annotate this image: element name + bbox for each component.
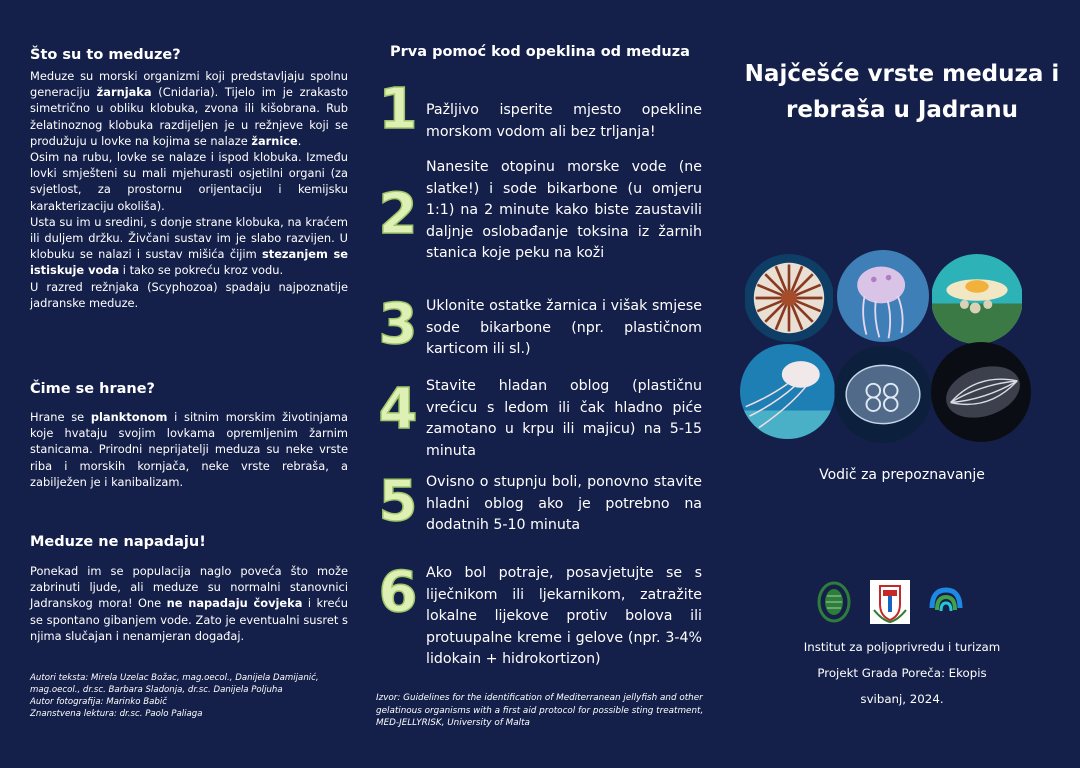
step-text: Stavite hladan oblog (plastičnu vrećicu s ledom ili čak hladno piće zamotano u krpu ili majicu) na 5-15 minuta [426, 378, 702, 459]
step-number: 1 [378, 77, 418, 142]
institute-logo-icon [814, 580, 854, 624]
credits-photo: Autor fotografija: Marinko Babič [30, 697, 167, 707]
publication-date: svibanj, 2024. [860, 692, 944, 706]
middle-column [372, 0, 708, 768]
source-note: Izvor: Guidelines for the identification of Mediterranean jellyfish and other gelatinous organisms with a first aid protocol for possible sting treatment, MED-JELLYRISK, University of Malta [376, 693, 704, 728]
section-body-what-they-eat [30, 409, 348, 490]
step-text: Nanesite otopinu morske vode (ne slatke!) i sode bikarbone (u omjeru 1:1) na 2 minute kako biste zaustavili daljnje oslobađanje toksina iz žarnih stanica koje peku na koži [426, 159, 702, 261]
credits-authors: Autori teksta: Mirela Uzelac Božac, mag.oecol., Danijela Damijanić, mag.oecol., dr.sc. Barbara Sladonja, dr.sc. Danijela Poljuha [30, 673, 319, 695]
section-body-jellyfish-dont-attack [30, 563, 348, 644]
photo-mauve-stinger [837, 250, 929, 342]
jellyfish-photo-collage [738, 248, 1066, 443]
cover-title: Najčešće vrste meduza i rebraša u Jadranu [744, 61, 1060, 123]
right-column [738, 0, 1066, 768]
section-title-what-they-eat: Čime se hrane? [30, 381, 155, 397]
left-column [30, 0, 348, 768]
city-coat-of-arms-icon [870, 580, 910, 624]
photo-fried-egg-jellyfish [931, 254, 1023, 344]
cover-subtitle: Vodič za prepoznavanje [819, 467, 985, 483]
photo-comb-jelly [931, 342, 1031, 442]
step-number: 5 [378, 469, 418, 534]
section-title-jellyfish-dont-attack: Meduze ne napadaju! [30, 534, 206, 550]
credits-review: Znanstvena lektura: dr.sc. Paolo Paliaga [30, 709, 203, 719]
paragraph: Ponekad im se populacija naglo poveća što može zabrinuti ljude, ali meduze su normalni stanovnici Jadranskog mora! One ne napadaju čovjeka i kreću se spontano gibanjem vode. Zato je eventualni susret s njima slučajan i nenamjeran događaj. [30, 564, 348, 643]
photo-moon-jellyfish [834, 346, 932, 443]
first-aid-title: Prva pomoć kod opeklina od meduza [390, 44, 690, 60]
credits [30, 672, 348, 720]
ekopis-logo-icon [926, 580, 966, 624]
step-number: 2 [378, 182, 418, 247]
project-name: Projekt Grada Poreča: Ekopis [817, 666, 987, 680]
step-text: Uklonite ostatke žarnica i višak smjese sode bikarbone (npr. plastičnom karticom ili sl.) [426, 298, 702, 357]
section-title-what-are-jellyfish: Što su to meduze? [30, 47, 181, 63]
section-body-what-are-jellyfish [30, 68, 348, 311]
step-number: 4 [378, 377, 418, 442]
paragraph: Meduze su morski organizmi koji predstavljaju spolnu generaciju žarnjaka (Cnidaria). Tijelo im je zrakasto simetrično u obliku klobuka, zvona ili kišobrana. Rub želatinoznog klobuka razdijeljen je u režnjeve koji se produžuju u lovke na kojima se nalaze žarnice. [30, 69, 348, 148]
paragraph: Hrane se planktonom i sitnim morskim životinjama koje hvataju svojim lovkama opremljenim žarnim stanicama. Prirodni neprijatelji meduza su neke vrste riba i morskih kornjača, neke vrste rebraša, a zabilježen je i kanibalizam. [30, 410, 348, 489]
step-text: Pažljivo isperite mjesto opekline morskom vodom ali bez trljanja! [426, 102, 702, 140]
step-text: Ako bol potraje, posavjetujte se s liječnikom ili ljekarnikom, zatražite lokalne lijekove protiv bolova ili protuupalne kreme i gelove (npr. 3-4% lidokain + hidrokortizon) [426, 565, 702, 667]
paragraph: U razred režnjaka (Scyphozoa) spadaju najpoznatije jadranske meduze. [30, 279, 348, 310]
step-text: Ovisno o stupnju boli, ponovno stavite hladni oblog ako je potrebno na dodatnih 5-10 minuta [426, 474, 702, 533]
photo-compass-jellyfish [744, 254, 834, 342]
logo-row [738, 580, 1066, 624]
step-number: 6 [378, 560, 418, 625]
step-number: 3 [378, 292, 418, 357]
institute-name: Institut za poljoprivredu i turizam [803, 640, 1001, 654]
paragraph: Usta su im u sredini, s donje strane klobuka, na kraćem ili duljem držku. Živčani sustav im je slabo razvijen. U klobuku se nalazi i sustav mišića čijim stezanjem se istiskuje voda i tako se pokreću kroz vodu. [30, 214, 348, 278]
paragraph: Osim na rubu, lovke se nalaze i ispod klobuka. Između lovki smješteni su mali mjehurasti osjetilni organi (za svjetlost, za prostornu orijentaciju i kemijsku karakterizaciju okoliša). [30, 150, 348, 213]
photo-barrel-jellyfish [740, 344, 835, 439]
